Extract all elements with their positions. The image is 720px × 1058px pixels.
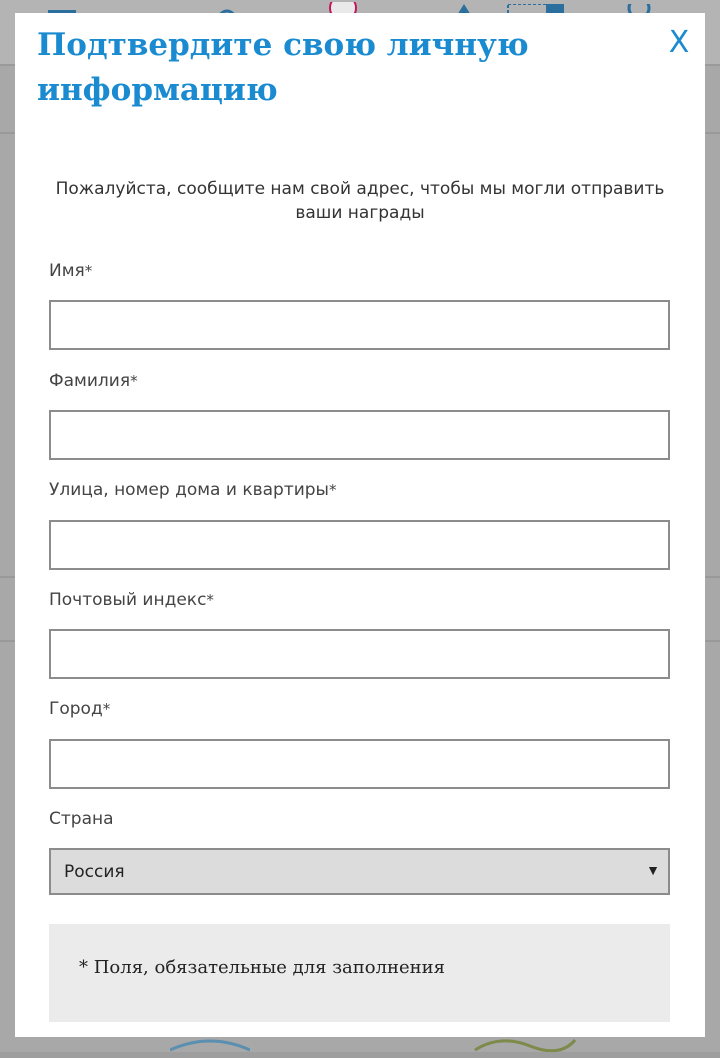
required-fields-note [49, 924, 670, 1022]
country-select[interactable] [49, 848, 670, 895]
required-mark: * [328, 481, 337, 499]
modal-title: Подтвердите свою личную информацию [37, 27, 529, 108]
required-mark: * [84, 262, 93, 280]
street-address-input[interactable] [49, 520, 670, 570]
intro-text: Пожалуйста, сообщите нам свой адрес, чтобы мы могли отправить ваши награды [55, 179, 665, 223]
first-name-input[interactable] [49, 300, 670, 350]
field-label-text: Почтовый индекс [49, 590, 207, 610]
country-label: Страна [49, 809, 114, 829]
postal-code-label [49, 589, 214, 611]
close-button[interactable]: X [668, 25, 690, 60]
city-input[interactable] [49, 739, 670, 789]
required-mark: * [206, 591, 214, 609]
field-label-text: Город [49, 699, 103, 719]
personal-info-modal [15, 13, 705, 1037]
first-name-label [49, 260, 92, 282]
postal-code-input[interactable] [49, 629, 670, 679]
required-mark: * [102, 700, 111, 718]
field-label-text: Имя [49, 261, 85, 281]
field-label-text: Фамилия [49, 371, 131, 391]
required-fields-note-text: * Поля, обязательные для заполнения [79, 957, 446, 978]
country-selected-value: Россия [64, 862, 125, 882]
dropdown-arrow-icon: ▼ [646, 862, 660, 878]
last-name-input[interactable] [49, 410, 670, 460]
last-name-label [49, 370, 138, 392]
street-address-label [49, 479, 336, 501]
city-label [49, 698, 110, 720]
field-label-text: Улица, номер дома и квартиры [49, 480, 329, 500]
required-mark: * [130, 372, 138, 390]
